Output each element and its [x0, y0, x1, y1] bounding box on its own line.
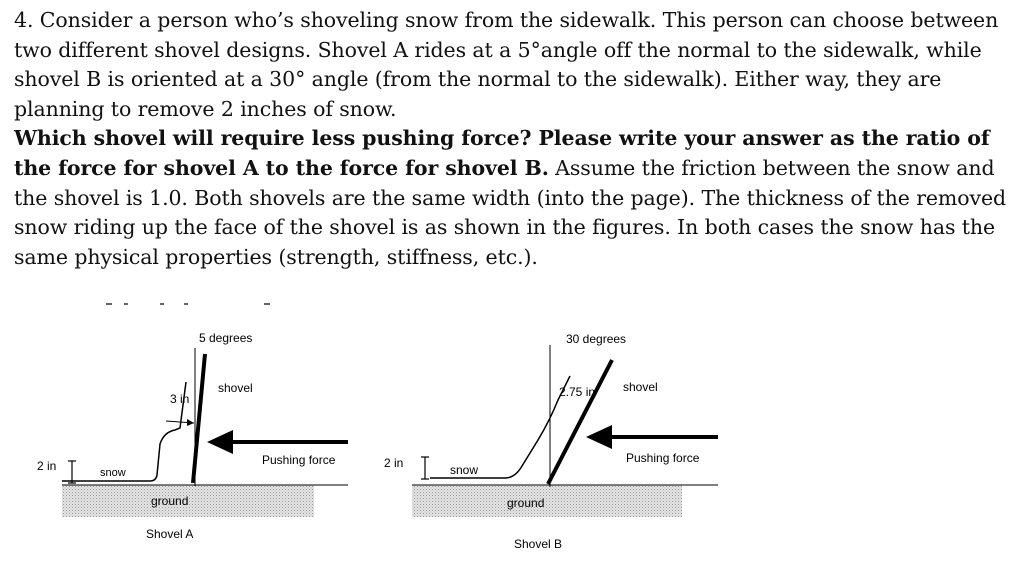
figure-shovel-b — [384, 332, 718, 551]
force-arrowhead-b — [586, 425, 612, 449]
problem-question: Which shovel will require less pushing force? Please write your answer as the ratio of the force for shovel A to the force for shovel B. — [14, 126, 990, 180]
depth-label-b: 2 in — [384, 456, 404, 470]
shovel-label-b: shovel — [623, 380, 658, 394]
ground-b — [412, 485, 682, 517]
snow-label-b: snow — [450, 463, 479, 477]
problem-intro: 4. Consider a person who’s shoveling snow from the sidewalk. This person can choose between two different shovel designs. Shovel A rides at a 5°angle off the normal to the sidewalk, while shovel B is oriented at a 30° angle (from the normal to the sidewalk). Either way, they are planning to remove 2 inches of snow. — [14, 8, 999, 121]
force-label-b: Pushing force — [626, 451, 700, 465]
caption-a: Shovel A — [146, 527, 194, 541]
shovel-b — [548, 360, 612, 484]
angle-label-b: 30 degrees — [566, 332, 627, 346]
thickness-label-a: 3 in — [170, 392, 190, 406]
angle-label-a: 5 degrees — [199, 331, 253, 345]
thickness-label-b: 2.75 in — [559, 385, 596, 399]
figure-shovel-a — [37, 331, 348, 541]
force-label-a: Pushing force — [262, 453, 336, 467]
force-arrowhead-a — [207, 430, 233, 454]
shovel-label-a: shovel — [218, 381, 253, 395]
caption-b: Shovel B — [514, 537, 563, 551]
depth-label-a: 2 in — [37, 459, 57, 473]
ground-label-b: ground — [507, 496, 545, 510]
problem-details: Assume the friction between the snow and the shovel is 1.0. Both shovels are the same width (into the page). The thickness of the removed snow riding up the face of the shovel is as shown in the figures. In both cases the snow has the same physical properties (strength, stiffness, etc.). — [14, 155, 1007, 269]
snow-label-a: snow — [100, 467, 126, 479]
ground-label-a: ground — [151, 494, 189, 508]
thickness-arrowhead-a — [187, 419, 194, 426]
